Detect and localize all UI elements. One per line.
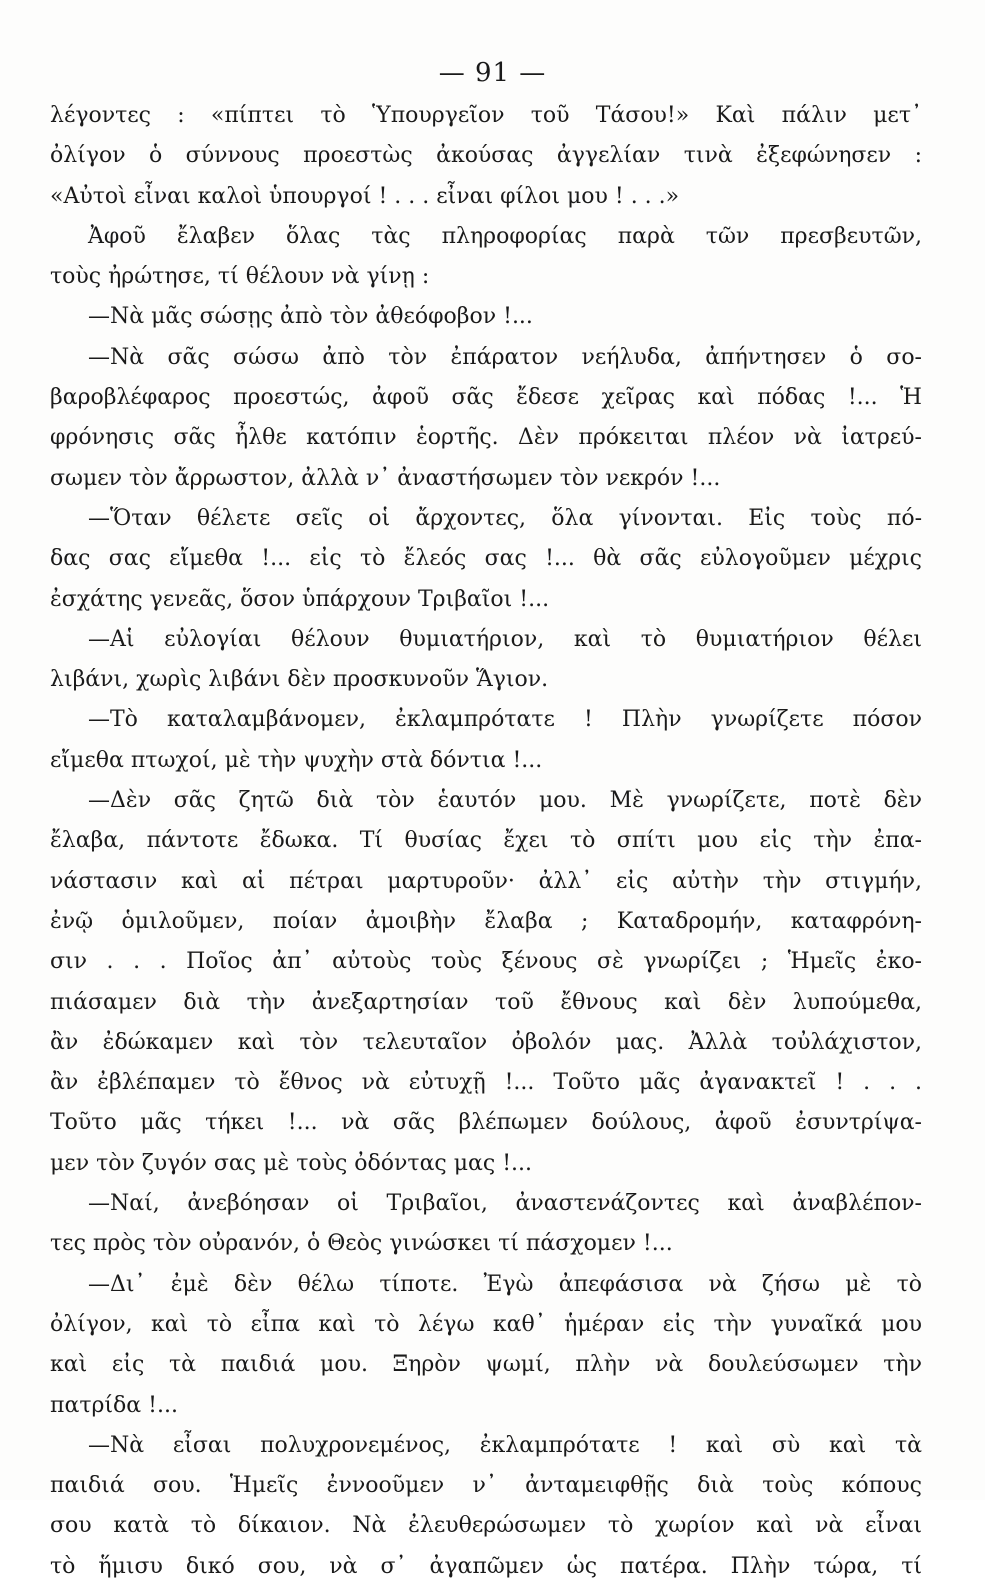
text-line: βαροβλέφαρος προεστώς, ἀφοῦ σᾶς ἔδεσε χεῖρας καὶ πόδας !... Ἡ xyxy=(50,385,922,411)
text-line: —Δὲν σᾶς ζητῶ διὰ τὸν ἑαυτόν μου. Μὲ γνωρίζετε, ποτὲ δὲν xyxy=(88,788,922,814)
text-line: φρόνησις σᾶς ἦλθε κατόπιν ἑορτῆς. Δὲν πρόκειται πλέον νὰ ἰατρεύ- xyxy=(50,425,922,451)
text-line: παιδιά σου. Ἡμεῖς ἐννοοῦμεν ν᾽ ἀνταμειφθῇς διὰ τοὺς κόπους xyxy=(50,1473,922,1499)
text-line: νάστασιν καὶ αἱ πέτραι μαρτυροῦν· ἀλλ᾽ εἰς αὐτὴν τὴν στιγμήν, xyxy=(50,868,922,894)
text-line: δας σας εἴμεθα !... εἰς τὸ ἔλεός σας !... θὰ σᾶς εὐλογοῦμεν μέχρις xyxy=(50,546,922,572)
text-line: «Αὐτοὶ εἶναι καλοὶ ὑπουργοί ! . . . εἶναι φίλοι μου ! . . .» xyxy=(50,183,680,209)
text-line: ὀλίγον, καὶ τὸ εἶπα καὶ τὸ λέγω καθ᾽ ἡμέραν εἰς τὴν γυναῖκά μου xyxy=(50,1311,922,1337)
text-line: ὀλίγον ὁ σύννους προεστὼς ἀκούσας ἀγγελίαν τινὰ ἐξεφώνησεν : xyxy=(50,143,922,169)
text-line: λέγοντες : «πίπτει τὸ Ὑπουργεῖον τοῦ Τάσου!» Καὶ πάλιν μετ᾽ xyxy=(50,103,922,128)
text-line: καὶ εἰς τὰ παιδιά μου. Ξηρὸν ψωμί, πλὴν νὰ δουλεύσωμεν τὴν xyxy=(50,1352,922,1378)
text-line: εἴμεθα πτωχοί, μὲ τὴν ψυχὴν στὰ δόντια !... xyxy=(50,747,543,773)
text-line: τες πρὸς τὸν οὐρανόν, ὁ Θεὸς γινώσκει τί πάσχομεν !... xyxy=(50,1231,673,1257)
text-line: Ἀφοῦ ἔλαβεν ὅλας τὰς πληροφορίας παρὰ τῶν πρεσβευτῶν, xyxy=(88,223,922,249)
text-line: —Ναί, ἀνεβόησαν οἱ Τριβαῖοι, ἀναστενάζοντες καὶ ἀναβλέπον- xyxy=(88,1191,922,1217)
text-line: —Δι᾽ ἐμὲ δὲν θέλω τίποτε. Ἐγὼ ἀπεφάσισα νὰ ζήσω μὲ τὸ xyxy=(88,1271,922,1297)
text-line: λιβάνι, χωρὶς λιβάνι δὲν προσκυνοῦν Ἅγιον. xyxy=(50,667,549,693)
text-line: —Τὸ καταλαμβάνομεν, ἐκλαμπρότατε ! Πλὴν γνωρίζετε πόσον xyxy=(88,707,922,733)
text-line: πιάσαμεν διὰ τὴν ἀνεξαρτησίαν τοῦ ἔθνους καὶ δὲν λυπούμεθα, xyxy=(50,989,922,1015)
text-line: τοὺς ἠρώτησε, τί θέλουν νὰ γίνῃ : xyxy=(50,264,430,290)
text-line: ἂν ἐδώκαμεν καὶ τὸν τελευταῖον ὀβολόν μας. Ἀλλὰ τοὐλάχιστον, xyxy=(50,1029,922,1055)
text-line: μεν τὸν ζυγόν σας μὲ τοὺς ὀδόντας μας !... xyxy=(50,1150,533,1176)
text-line: τὸ ἥμισυ δικό σου, νὰ σ᾽ ἀγαπῶμεν ὡς πατέρα. Πλὴν τώρα, τί xyxy=(50,1553,922,1579)
page-number: — 91 — xyxy=(438,58,547,88)
text-line: —Ὅταν θέλετε σεῖς οἱ ἄρχοντες, ὅλα γίνονται. Εἰς τοὺς πό- xyxy=(88,505,922,531)
text-line: σωμεν τὸν ἄρρωστον, ἀλλὰ ν᾽ ἀναστήσωμεν τὸν νεκρόν !... xyxy=(50,465,721,491)
text-line: σου κατὰ τὸ δίκαιον. Νὰ ἐλευθερώσωμεν τὸ χωρίον καὶ νὰ εἶναι xyxy=(50,1513,922,1539)
text-line: ἂν ἐβλέπαμεν τὸ ἔθνος νὰ εὐτυχῇ !... Τοῦτο μᾶς ἀγανακτεῖ ! . . . xyxy=(50,1070,922,1096)
text-line: σιν . . . Ποῖος ἀπ᾽ αὐτοὺς τοὺς ξένους σὲ γνωρίζει ; Ἡμεῖς ἐκο- xyxy=(50,949,922,975)
text-line: —Νὰ εἶσαι πολυχρονεμένος, ἐκλαμπρότατε ! καὶ σὺ καὶ τὰ xyxy=(88,1432,922,1458)
text-line: —Νὰ σᾶς σώσω ἀπὸ τὸν ἐπάρατον νεήλυδα, ἀπήντησεν ὁ σο- xyxy=(88,344,922,370)
text-line: —Αἱ εὐλογίαι θέλουν θυμιατήριον, καὶ τὸ θυμιατήριον θέλει xyxy=(88,626,922,652)
text-line: —Νὰ μᾶς σώσῃς ἀπὸ τὸν ἀθεόφοβον !... xyxy=(88,304,533,330)
text-line: ἐνῷ ὁμιλοῦμεν, ποίαν ἀμοιβὴν ἔλαβα ; Καταδρομήν, καταφρόνη- xyxy=(50,908,922,934)
body-text xyxy=(50,96,922,1587)
text-line: πατρίδα !... xyxy=(50,1392,178,1418)
text-line: ἐσχάτης γενεᾶς, ὅσον ὑπάρχουν Τριβαῖοι !... xyxy=(50,586,550,612)
text-line: Τοῦτο μᾶς τήκει !... νὰ σᾶς βλέπωμεν δούλους, ἀφοῦ ἐσυντρίψα- xyxy=(50,1110,922,1136)
text-line: ἔλαβα, πάντοτε ἔδωκα. Τί θυσίας ἔχει τὸ σπίτι μου εἰς τὴν ἐπα- xyxy=(50,828,922,854)
